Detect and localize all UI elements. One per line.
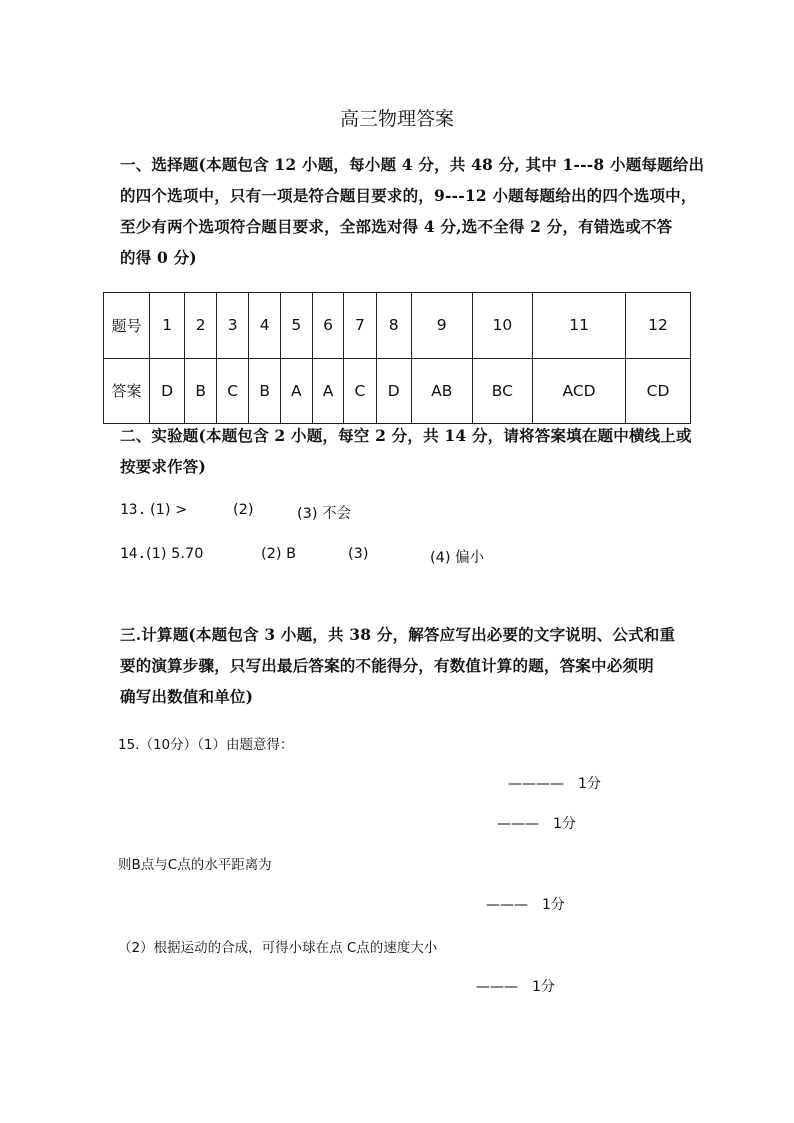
- section1-line: 至少有两个选项符合题目要求，全部选对得 4 分,选不全得 2 分，有错选或不答: [120, 217, 673, 236]
- question-number: 1: [150, 293, 185, 359]
- mark-points: 1分: [542, 897, 565, 913]
- answer-cell: BC: [472, 358, 533, 424]
- q13-number: 13.: [120, 502, 147, 518]
- q14-part4: (4) 偏小: [430, 550, 485, 566]
- mark-dash: ———: [486, 897, 528, 913]
- page-title: 高三物理答案: [339, 108, 454, 130]
- answer-cell: B: [249, 358, 281, 424]
- question-number: 9: [411, 293, 472, 359]
- answer-table: [103, 292, 691, 424]
- question-number: 11: [533, 293, 626, 359]
- q15-distance-text: 则B点与C点的水平距离为: [118, 857, 272, 873]
- mark-dash: ————: [508, 776, 564, 792]
- answer-cell: CD: [626, 358, 691, 424]
- mark-points: 1分: [578, 776, 601, 792]
- section1-instructions: [120, 149, 705, 273]
- q13-part2: (2): [233, 502, 254, 518]
- row-label-question: 题号: [104, 293, 150, 359]
- section3-line: 确写出数值和单位): [120, 687, 254, 706]
- answer-cell: AB: [411, 358, 472, 424]
- answer-row: [104, 358, 691, 424]
- question-number: 12: [626, 293, 691, 359]
- q14-part3: (3): [348, 546, 369, 562]
- mark-points: 1分: [532, 979, 555, 995]
- q14-number: 14.: [120, 546, 147, 562]
- question-number: 3: [217, 293, 249, 359]
- answer-cell: C: [344, 358, 376, 424]
- question-number-row: [104, 293, 691, 359]
- question-number: 2: [185, 293, 217, 359]
- question-number: 4: [249, 293, 281, 359]
- section1-line: 一、选择题(本题包含 12 小题，每小题 4 分，共 48 分, 其中 1---8 小题每题给出: [120, 155, 705, 174]
- section3-instructions: [120, 619, 690, 712]
- q13-part3: (3) 不会: [297, 506, 352, 522]
- q15-header: 15.（10分）（1）由题意得：: [118, 737, 294, 753]
- section2-line: 按要求作答): [120, 457, 207, 476]
- q15-mark-3: [486, 894, 565, 914]
- section1-line: 的四个选项中，只有一项是符合题目要求的，9---12 小题每题给出的四个选项中，: [120, 186, 697, 205]
- q14-part2: (2) B: [261, 546, 297, 562]
- section2-instructions: [120, 420, 690, 482]
- section1-line: 的得 0 分): [120, 248, 197, 267]
- mark-points: 1分: [553, 816, 576, 832]
- question-number: 8: [376, 293, 411, 359]
- answer-cell: C: [217, 358, 249, 424]
- question-number: 5: [281, 293, 313, 359]
- question-number: 7: [344, 293, 376, 359]
- mark-dash: ———: [497, 816, 539, 832]
- answer-cell: D: [376, 358, 411, 424]
- question-number: 6: [312, 293, 344, 359]
- q15-mark-1: [508, 773, 601, 793]
- mark-dash: ———: [476, 979, 518, 995]
- answer-cell: D: [150, 358, 185, 424]
- q15-mark-4: [476, 976, 555, 996]
- row-label-answer: 答案: [104, 358, 150, 424]
- q15-mark-2: [497, 813, 576, 833]
- section2-line: 二、实验题(本题包含 2 小题，每空 2 分，共 14 分，请将答案填在题中横线上或: [120, 426, 692, 445]
- answer-cell: ACD: [533, 358, 626, 424]
- section3-line: 要的演算步骤，只写出最后答案的不能得分，有数值计算的题，答案中必须明: [120, 656, 654, 675]
- q13-part1: (1) >: [150, 502, 188, 518]
- answer-cell: A: [312, 358, 344, 424]
- q15-part2-text: （2）根据运动的合成，可得小球在点 C点的速度大小: [118, 940, 438, 956]
- section3-line: 三.计算题(本题包含 3 小题，共 38 分，解答应写出必要的文字说明、公式和重: [120, 625, 676, 644]
- answer-cell: B: [185, 358, 217, 424]
- q14-part1: (1) 5.70: [146, 546, 204, 562]
- question-number: 10: [472, 293, 533, 359]
- answer-cell: A: [281, 358, 313, 424]
